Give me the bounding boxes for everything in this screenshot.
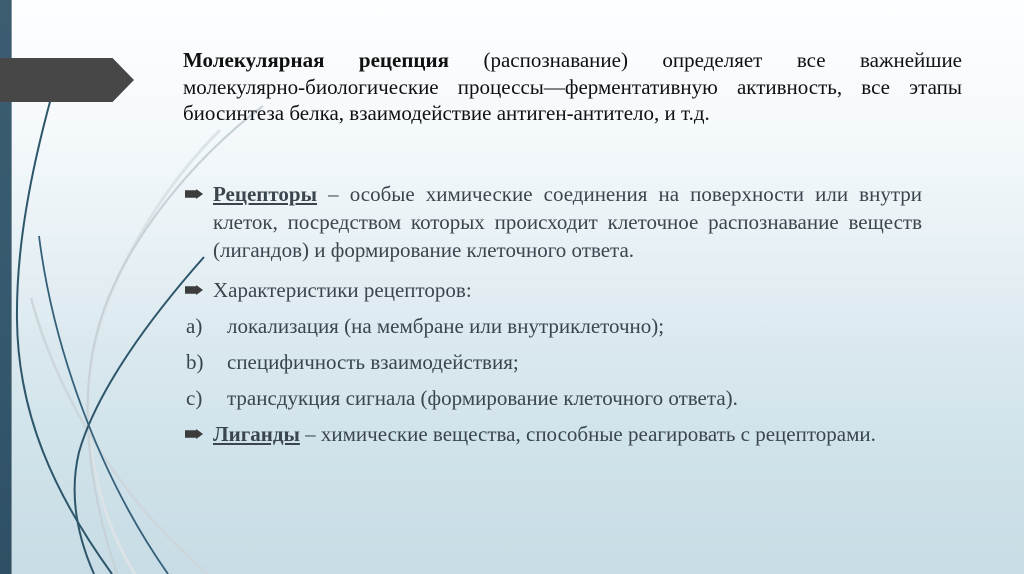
list-item-c (183, 384, 922, 412)
ligands-definition: – химические вещества, способные реагировать с рецепторами. (299, 422, 876, 446)
bullet-receptors (183, 180, 922, 264)
slide-title (183, 47, 962, 127)
item-b-label: b) (186, 350, 204, 374)
list-item-b (183, 348, 922, 376)
bullet-arrow-icon (185, 189, 203, 199)
title-line-1 (183, 47, 962, 74)
title-line-3: биосинтеза белка, взаимодействие антиген-антитело, и т.д. (183, 101, 710, 125)
title-line-2: молекулярно-биологические процессы—ферментативную активность, все этапы (183, 74, 962, 99)
bullet-ligands (183, 420, 922, 448)
curve-dark-3 (39, 236, 168, 574)
title-line1-rest: (распознавание) определяет все важнейшие (449, 48, 963, 72)
curve-light-2 (31, 298, 208, 574)
item-a-text: локализация (на мембране или внутриклеточно); (227, 314, 665, 338)
ligands-term: Лиганды (213, 422, 300, 446)
bullet-arrow-icon (185, 429, 203, 439)
bullet-list (183, 180, 922, 456)
receptors-definition: – особые химические соединения на поверхности или внутри клеток, посредством которых происходит клеточное распознавание веществ (лигандов) и формирование клеточного ответа. (213, 182, 922, 262)
characteristics-header: Характеристики рецепторов: (213, 278, 472, 302)
list-item-a (183, 312, 922, 340)
receptors-term: Рецепторы (213, 182, 318, 206)
bullet-arrow-icon (185, 285, 203, 295)
title-bold-term: Молекулярная рецепция (183, 48, 449, 72)
bullet-characteristics (183, 276, 922, 304)
item-c-text: трансдукция сигнала (формирование клеточного ответа). (227, 386, 738, 410)
title-arrow-shape (0, 58, 134, 102)
item-b-text: специфичность взаимодействия; (227, 350, 519, 374)
item-a-label: a) (186, 314, 203, 338)
item-c-label: c) (186, 386, 203, 410)
